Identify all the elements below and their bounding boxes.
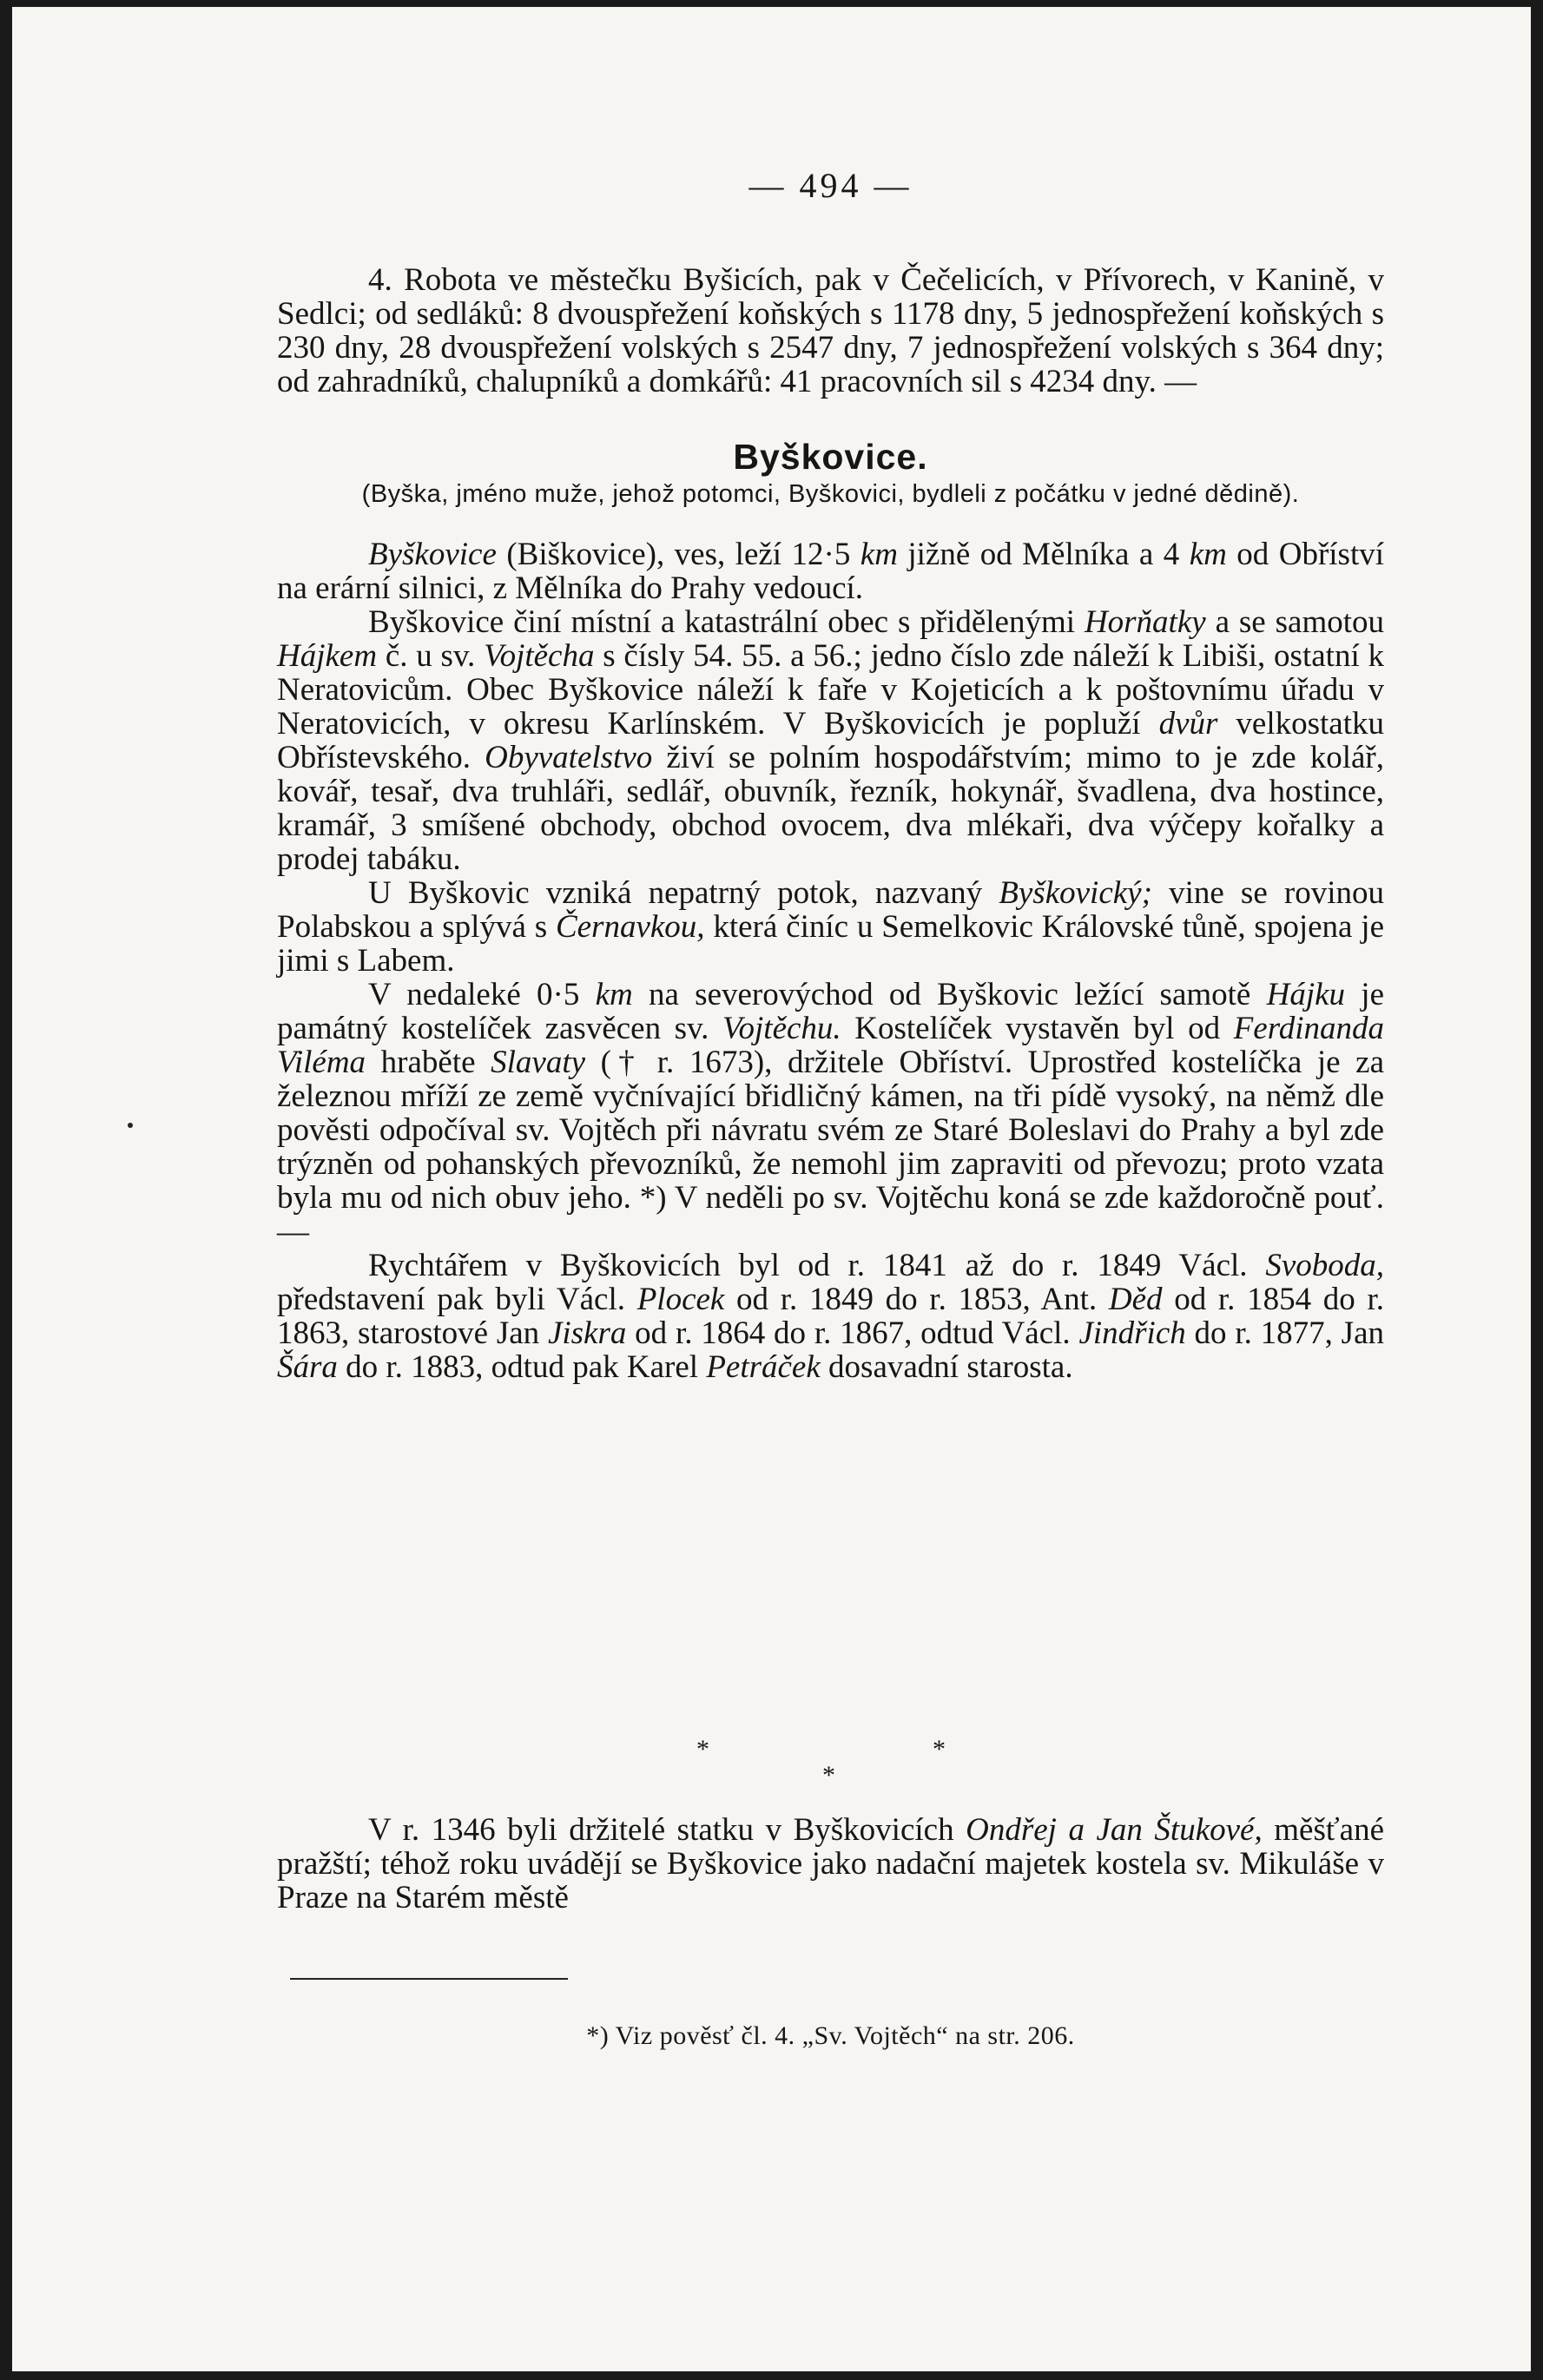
- text-run: jižně od Mělníka a 4: [897, 537, 1190, 572]
- italic-term: Byškovice: [368, 537, 497, 572]
- text-run: představení pak byli Václ.: [277, 1282, 637, 1317]
- text-run: U Byškovic vzniká nepatrný potok, nazvaný: [368, 875, 999, 911]
- italic-term: Hájkem: [277, 638, 378, 674]
- italic-term: Šára: [277, 1349, 338, 1385]
- text-run: je památný kostelíček zasvěcen sv.: [277, 977, 1384, 1046]
- italic-term: Ferdinanda Viléma: [277, 1011, 1385, 1080]
- italic-term: Děd: [1108, 1282, 1163, 1317]
- italic-term: Byškovický;: [999, 875, 1152, 911]
- page-number: — 494 —: [748, 166, 913, 205]
- asterisk: *: [696, 1735, 709, 1764]
- italic-term: Petráček: [706, 1349, 821, 1385]
- ink-speck: [128, 1123, 133, 1128]
- footnote-rule: [290, 1978, 568, 1980]
- italic-term: Slavaty: [491, 1045, 586, 1080]
- section-separator: [277, 1735, 1384, 1804]
- text-run: s čísly 54. 55. a 56.; jedno číslo zde náleží k Libiši, ostatní k Neratovicům. Obec Byškovice náleží k faře v Kojeticích a k poštovnímu úřadu v Neratovicích, v okresu Karlínském. V Byškovicích je popluží: [277, 638, 1384, 742]
- text-run: († r. 1673), držitele Obříství. Uprostřed kostelíčka je za železnou mříží ze země vyčnívající břidličný kámen, na tři pídě vysoký, na němž dle pověsti odpočíval sv. Vojtěch při návratu svém ze Staré Boleslavi do Prahy a byl zde trýzněn od pohanských převozníků, že nemohl jim zapraviti od převozu; proto vzata byla mu od nich obuv jeho. *) V neděli po sv. Vojtěchu koná se zde každoročně pouť. —: [277, 1045, 1384, 1249]
- text-run: která činíc u Semelkovic Královské tůně, spojena je jimi s Labem.: [277, 909, 1384, 979]
- asterisk: *: [822, 1761, 835, 1790]
- text-run: V r. 1346 byli držitelé statku v Byškovicích: [368, 1812, 966, 1848]
- text-run: vine se rovinou Polabskou a splývá s: [277, 875, 1384, 945]
- text-run: a se samotou: [1205, 604, 1385, 640]
- section-title: Byškovice.: [733, 437, 928, 477]
- italic-term: dvůr: [1158, 706, 1218, 742]
- paragraph-robota: 4. Robota ve městečku Byšicích, pak v Čečelicích, v Přívorech, v Kanině, v Sedlci; od sedláků: 8 dvouspřežení koňských s 1178 dny, 5 jednospřežení koňských s 230 dny, 28 dvouspřežení volských s 2547 dny, 7 jednospřežení volských s 364 dny; od zahradníků, chalupníků a domkářů: 41 pracovních sil s 4234 dny. —: [277, 262, 1384, 399]
- text-run: od r. 1849 do r. 1853, Ant.: [724, 1282, 1109, 1317]
- paragraph-history: [277, 1813, 1384, 1915]
- body-text-history: [277, 1813, 1384, 1915]
- italic-term: Černavkou,: [555, 909, 705, 945]
- text-run: Rychtářem v Byškovicích byl od r. 1841 až do r. 1849 Václ.: [368, 1248, 1266, 1283]
- italic-term: km: [595, 977, 633, 1012]
- text-run: Byškovice činí místní a katastrální obec s přidělenými: [368, 604, 1085, 640]
- italic-term: Obyvatelstvo: [485, 740, 653, 775]
- text-run: č. u sv.: [377, 638, 485, 674]
- paragraph-stream: [277, 876, 1384, 978]
- italic-term: Vojtěchu.: [722, 1011, 841, 1046]
- text-run: (Biškovice), ves, leží 12·5: [496, 537, 861, 572]
- text-run: Kostelíček vystavěn byl od: [841, 1011, 1234, 1046]
- section-subtitle: (Byška, jméno muže, jehož potomci, Byškovici, bydleli z počátku v jedné dědině).: [361, 480, 1300, 508]
- text-run: od Obříství na erární silnici, z Mělníka do Prahy vedoucí.: [277, 537, 1384, 606]
- body-text: [277, 263, 1384, 1384]
- paragraph-municipality: [277, 605, 1384, 876]
- italic-term: Vojtěcha: [484, 638, 595, 674]
- italic-term: Svoboda,: [1265, 1248, 1384, 1283]
- italic-term: Jiskra: [547, 1315, 627, 1351]
- text-run: živí se polním hospodářstvím; mimo to je zde kolář, kovář, tesař, dva truhláři, sedlář, obuvník, řezník, hokynář, švadlena, dva hostince, kramář, 3 smíšené obchody, obchod ovocem, dva mlékaři, dva výčepy kořalky a prodej tabáku.: [277, 740, 1384, 877]
- italic-term: Hájku: [1266, 977, 1346, 1012]
- italic-term: km: [860, 537, 898, 572]
- asterisk: *: [933, 1735, 946, 1764]
- text-run: velkostatku Obřístevského.: [277, 706, 1384, 775]
- italic-term: Jindřich: [1078, 1315, 1186, 1351]
- text-run: hraběte: [366, 1045, 491, 1080]
- paragraph-mayors: [277, 1249, 1384, 1384]
- text-run: měšťané pražští; téhož roku uvádějí se Byškovice jako nadační majetek kostela sv. Mikuláše v Praze na Starém městě: [277, 1812, 1384, 1915]
- paragraph-chapel: [277, 978, 1384, 1249]
- text-run: od r. 1864 do r. 1867, odtud Václ.: [626, 1315, 1079, 1351]
- text-run: od r. 1854 do r. 1863, starostové Jan: [277, 1282, 1384, 1351]
- italic-term: km: [1189, 537, 1227, 572]
- text-run: do r. 1877, Jan: [1185, 1315, 1384, 1351]
- text-run: na severovýchod od Byškovic ležící samotě: [632, 977, 1267, 1012]
- italic-term: Ondřej a Jan Štukové,: [966, 1812, 1263, 1848]
- text-run: dosavadní starosta.: [820, 1349, 1073, 1385]
- italic-term: Plocek: [636, 1282, 725, 1317]
- paragraph-location: [277, 537, 1384, 605]
- italic-term: Horňatky: [1084, 604, 1206, 640]
- text-run: do r. 1883, odtud pak Karel: [337, 1349, 707, 1385]
- text-run: V nedaleké 0·5: [368, 977, 596, 1012]
- footnote: *) Viz pověsť čl. 4. „Sv. Vojtěch“ na str. 206.: [586, 2021, 1075, 2050]
